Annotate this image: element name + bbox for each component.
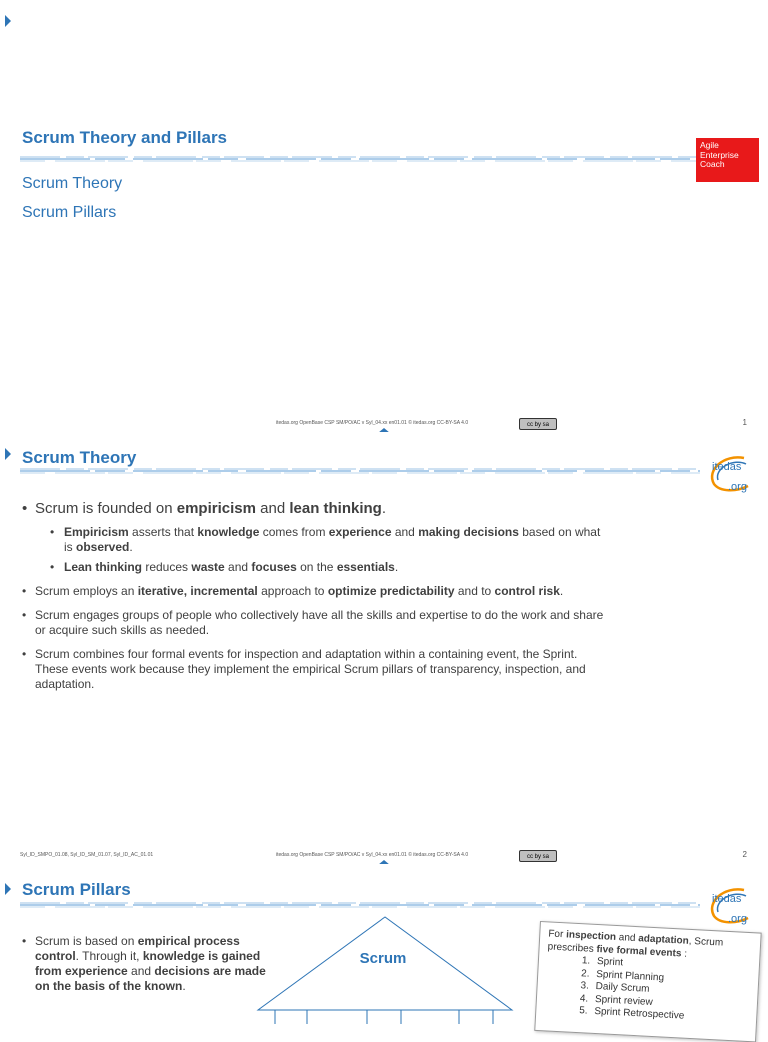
scrum-pillars-house-diagram [255, 914, 515, 1024]
logo-domain: .org [728, 481, 747, 493]
footer-text: itedas.org OpenBase CSP SM/PO/AC v Syl_04.xx en01.01 © itedas.org CC-BY-SA 4.0 [276, 852, 469, 858]
note-intro: For inspection and adaptation, Scrum prescribes five formal events : [547, 928, 724, 960]
pillar [367, 1010, 401, 1024]
cc-license-badge: cc by sa [519, 850, 557, 862]
logo-line: Enterprise [700, 149, 739, 160]
slide-title: Scrum Theory [22, 448, 137, 467]
agenda-item: Scrum Pillars [22, 204, 117, 221]
events-list [544, 953, 751, 1026]
event-item: 2. Sprint Planning [592, 968, 750, 989]
event-item: 5. Sprint Retrospective [590, 1006, 748, 1027]
title-underline [20, 901, 700, 909]
logo-word: itedas [712, 461, 742, 473]
sub-bullet-item: • Empiricism asserts that knowledge comes from experience and making decisions based on what is observed. [50, 525, 601, 554]
slide-title: Scrum Pillars [22, 880, 131, 899]
bullet-item: • Scrum combines four formal events for inspection and adaptation within a containing event, the Sprint. These events work because they implement the empirical Scrum pillars of transparency, inspection, and adaptation. [22, 647, 612, 692]
title-underline [20, 155, 700, 163]
bullet-item: • Scrum employs an iterative, incremental approach to optimize predictability and to control risk. [22, 584, 564, 598]
agile-enterprise-coach-logo [696, 138, 759, 182]
play-marker-icon [5, 15, 11, 27]
footer-text: itedas.org OpenBase CSP SM/PO/AC v Syl_04.xx en01.01 © itedas.org CC-BY-SA 4.0 [276, 420, 469, 426]
bullet-item: • Scrum is based on empirical process control. Through it, knowledge is gained from experience and decisions are made on the basis of the known. [22, 934, 266, 993]
slide-title: Scrum Theory and Pillars [22, 128, 228, 147]
itedas-logo [704, 884, 752, 928]
pillar [459, 1010, 493, 1024]
pillar [275, 1010, 307, 1024]
slide-1 [0, 0, 768, 432]
footer-syllabus-ids: Syl_ID_SMPO_01.08, Syl_ID_SM_01.07, Syl_ID_AC_01.01 [20, 852, 154, 858]
play-marker-icon [5, 448, 11, 460]
sub-bullet-item: • Lean thinking reduces waste and focuses on the essentials. [50, 560, 399, 574]
event-item: 1. Sprint [593, 956, 751, 977]
page-number: 2 [742, 850, 747, 859]
house-label: Scrum [359, 950, 407, 967]
logo-word: itedas [712, 893, 742, 905]
agenda-item: Scrum Theory [22, 175, 123, 192]
bullet-text: Scrum engages groups of people who collectively have all the skills and expertise to do the work and share or acquire such skills as needed. [35, 608, 604, 637]
logo-domain: .org [728, 913, 747, 925]
event-item: 4. Sprint review [591, 993, 749, 1014]
logo-line: Agile [700, 140, 719, 150]
title-underline [20, 467, 700, 475]
cc-license-badge: cc by sa [519, 418, 557, 430]
itedas-logo [704, 452, 752, 496]
page-number: 1 [742, 418, 747, 427]
bullet-item: • Scrum is founded on empiricism and lean thinking. [22, 500, 387, 517]
bullet-text: Scrum combines four formal events for inspection and adaptation within a containing event, the Sprint. These events work because they implement the empirical Scrum pillars of transparency, inspection, and adaptation. [35, 647, 586, 691]
logo-line: Coach [700, 159, 725, 169]
event-item: 3. Daily Scrum [591, 981, 749, 1002]
bullet-item: • Scrum engages groups of people who collectively have all the skills and expertise to do the work and share or acquire such skills as needed. [22, 608, 612, 638]
play-marker-icon [5, 883, 11, 895]
